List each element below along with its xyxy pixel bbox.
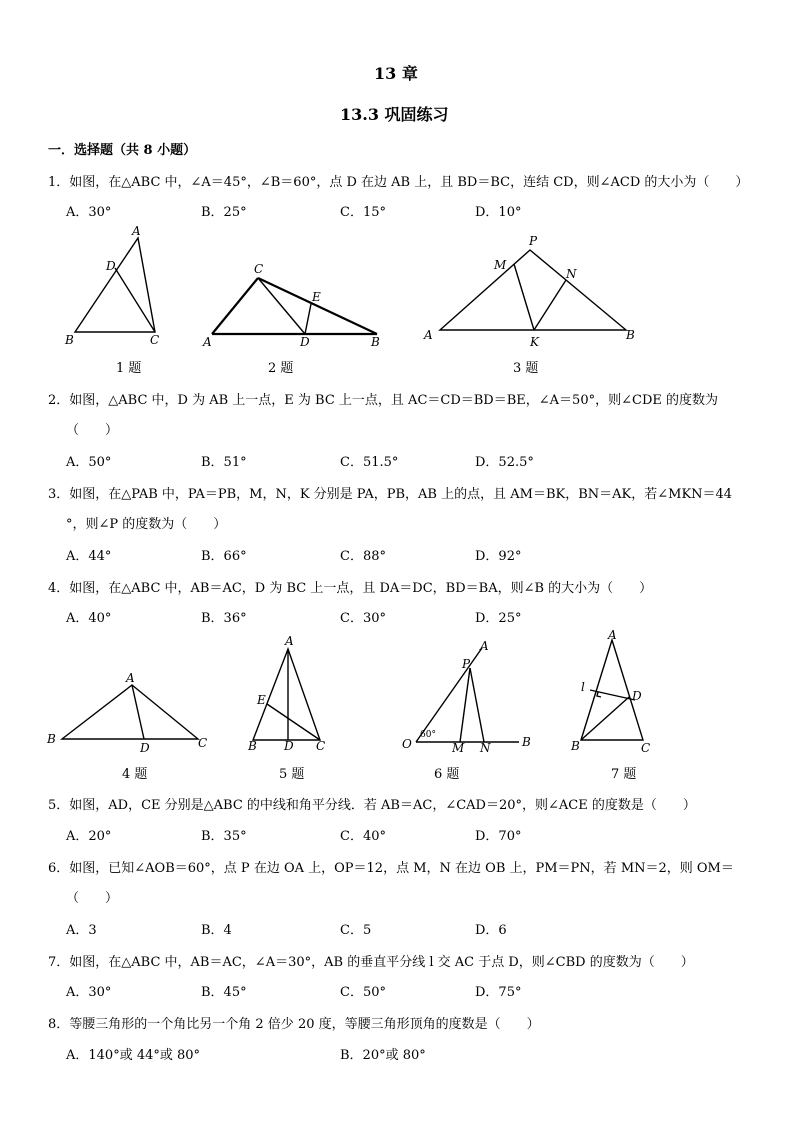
q2-option-a[interactable]: A．50° — [66, 455, 112, 470]
page-title: 13.3 巩固练习 — [340, 105, 449, 124]
q7-option-d[interactable]: D．75° — [475, 985, 522, 1000]
question-3-cont: °，则∠P 的度数为（ ） — [66, 517, 227, 532]
fig1-label-c: C — [150, 333, 160, 347]
caption-7: 7 题 — [611, 767, 637, 782]
q4-option-b[interactable]: B．36° — [201, 611, 247, 626]
fig2-label-e: E — [312, 290, 321, 304]
caption-2: 2 题 — [268, 361, 294, 376]
fig7-label-c: C — [641, 741, 651, 755]
fig5-label-e: E — [257, 693, 266, 707]
fig6-label-b: B — [522, 735, 531, 749]
fig3-segment-mk — [514, 264, 534, 330]
q6-option-c[interactable]: C．5 — [340, 923, 372, 938]
fig1-label-a: A — [132, 224, 141, 238]
q4-option-c[interactable]: C．30° — [340, 611, 386, 626]
q6-option-b[interactable]: B．4 — [201, 923, 232, 938]
q5-option-b[interactable]: B．35° — [201, 829, 247, 844]
q2-option-d[interactable]: D．52.5° — [475, 455, 534, 470]
figure-5 — [240, 632, 340, 760]
q3-option-b[interactable]: B．66° — [201, 549, 247, 564]
q5-option-c[interactable]: C．40° — [340, 829, 386, 844]
fig1-triangle — [75, 238, 155, 332]
question-1: 1．如图，在△ABC 中，∠A＝45°，∠B＝60°，点 D 在边 AB 上，且 BD＝BC，连结 CD，则∠ACD 的大小为（ ） — [48, 175, 749, 190]
fig2-segment-cb — [258, 278, 377, 334]
fig1-label-b: B — [65, 333, 74, 347]
fig2-label-b: B — [371, 335, 380, 349]
fig7-label-l: l — [581, 680, 585, 694]
fig4-label-a: A — [126, 671, 135, 685]
fig4-label-c: C — [198, 736, 208, 750]
fig6-ray-oa — [416, 648, 482, 742]
q7-option-b[interactable]: B．45° — [201, 985, 247, 1000]
question-8: 8．等腰三角形的一个角比另一个角 2 倍少 20 度，等腰三角形顶角的度数是（ ） — [48, 1017, 540, 1032]
fig1-label-d: D — [106, 259, 116, 273]
caption-3: 3 题 — [513, 361, 539, 376]
q7-option-c[interactable]: C．50° — [340, 985, 386, 1000]
question-6: 6．如图，已知∠AOB＝60°，点 P 在边 OA 上，OP＝12，点 M，N 在边 OB 上，PM＝PN，若 MN＝2，则 OM＝ — [48, 861, 734, 876]
fig5-label-a: A — [285, 634, 294, 648]
fig6-label-p: P — [462, 657, 471, 671]
fig5-label-b: B — [248, 739, 257, 753]
fig3-label-a: A — [424, 328, 433, 342]
q2-option-c[interactable]: C．51.5° — [340, 455, 399, 470]
question-4: 4．如图，在△ABC 中，AB＝AC，D 为 BC 上一点，且 DA＝DC，BD＝BA，则∠B 的大小为（ ） — [48, 581, 653, 596]
figure-3 — [420, 232, 650, 352]
fig3-label-n: N — [566, 267, 577, 281]
question-6-cont: （ ） — [66, 891, 119, 906]
fig4-triangle — [62, 685, 198, 739]
fig2-label-c: C — [254, 262, 264, 276]
fig2-segment-ac — [212, 278, 258, 334]
q5-option-a[interactable]: A．20° — [66, 829, 112, 844]
figure-6 — [396, 638, 536, 760]
q8-option-a[interactable]: A．140°或 44°或 80° — [66, 1048, 201, 1063]
figure-2 — [195, 256, 395, 352]
fig6-label-m: M — [452, 741, 465, 755]
q1-option-a[interactable]: A．30° — [66, 205, 112, 220]
question-5: 5．如图，AD，CE 分别是△ABC 的中线和角平分线．若 AB＝AC，∠CAD＝20°，则∠ACE 的度数是（ ） — [48, 798, 696, 813]
fig6-label-a: A — [480, 639, 489, 653]
q3-option-a[interactable]: A．44° — [66, 549, 112, 564]
fig5-label-d: D — [284, 739, 294, 753]
q3-option-c[interactable]: C．88° — [340, 549, 386, 564]
fig6-segment-pm — [460, 668, 470, 742]
fig2-segment-de — [305, 304, 311, 334]
fig2-label-d: D — [300, 335, 310, 349]
q6-option-a[interactable]: A．3 — [66, 923, 97, 938]
q6-option-d[interactable]: D．6 — [475, 923, 507, 938]
fig6-segment-pn — [470, 668, 484, 742]
fig2-label-a: A — [203, 335, 212, 349]
figure-1 — [60, 222, 170, 350]
chapter-title: 13 章 — [374, 64, 418, 83]
fig7-label-b: B — [571, 739, 580, 753]
q2-option-b[interactable]: B．51° — [201, 455, 247, 470]
q4-option-d[interactable]: D．25° — [475, 611, 522, 626]
q3-option-d[interactable]: D．92° — [475, 549, 522, 564]
fig4-label-b: B — [47, 732, 56, 746]
fig6-label-o: O — [402, 737, 412, 751]
q1-option-b[interactable]: B．25° — [201, 205, 247, 220]
q1-option-c[interactable]: C．15° — [340, 205, 386, 220]
q7-option-a[interactable]: A．30° — [66, 985, 112, 1000]
fig3-label-p: P — [529, 234, 538, 248]
section-heading: 一．选择题（共 8 小题） — [48, 143, 197, 158]
question-3: 3．如图，在△PAB 中，PA＝PB，M，N，K 分别是 PA，PB，AB 上的点，且 AM＝BK，BN＝AK，若∠MKN＝44 — [48, 487, 733, 502]
caption-5: 5 题 — [279, 767, 305, 782]
question-2-cont: （ ） — [66, 423, 119, 438]
fig6-angle-label: 60° — [420, 730, 436, 740]
q8-option-b[interactable]: B．20°或 80° — [340, 1048, 426, 1063]
fig5-segment-ce — [267, 704, 320, 740]
caption-1: 1 题 — [116, 361, 142, 376]
caption-4: 4 题 — [122, 767, 148, 782]
fig3-segment-kn — [534, 280, 566, 330]
fig4-label-d: D — [140, 741, 150, 755]
fig3-label-m: M — [494, 258, 507, 272]
fig3-triangle — [440, 250, 626, 330]
figure-7 — [566, 630, 666, 760]
fig3-label-b: B — [626, 328, 635, 342]
q1-option-d[interactable]: D．10° — [475, 205, 522, 220]
figure-4 — [40, 668, 218, 760]
question-7: 7．如图，在△ABC 中，AB＝AC，∠A＝30°，AB 的垂直平分线 l 交 AC 于点 D，则∠CBD 的度数为（ ） — [48, 955, 694, 970]
fig2-segment-cd — [258, 278, 305, 334]
q5-option-d[interactable]: D．70° — [475, 829, 522, 844]
fig5-label-c: C — [316, 739, 326, 753]
fig7-label-d: D — [632, 689, 642, 703]
q4-option-a[interactable]: A．40° — [66, 611, 112, 626]
question-2: 2．如图，△ABC 中，D 为 AB 上一点，E 为 BC 上一点，且 AC＝CD＝BD＝BE，∠A＝50°，则∠CDE 的度数为 — [48, 393, 718, 408]
caption-6: 6 题 — [434, 767, 460, 782]
fig3-label-k: K — [530, 335, 539, 349]
fig7-label-a: A — [608, 630, 617, 642]
fig6-label-n: N — [480, 741, 491, 755]
